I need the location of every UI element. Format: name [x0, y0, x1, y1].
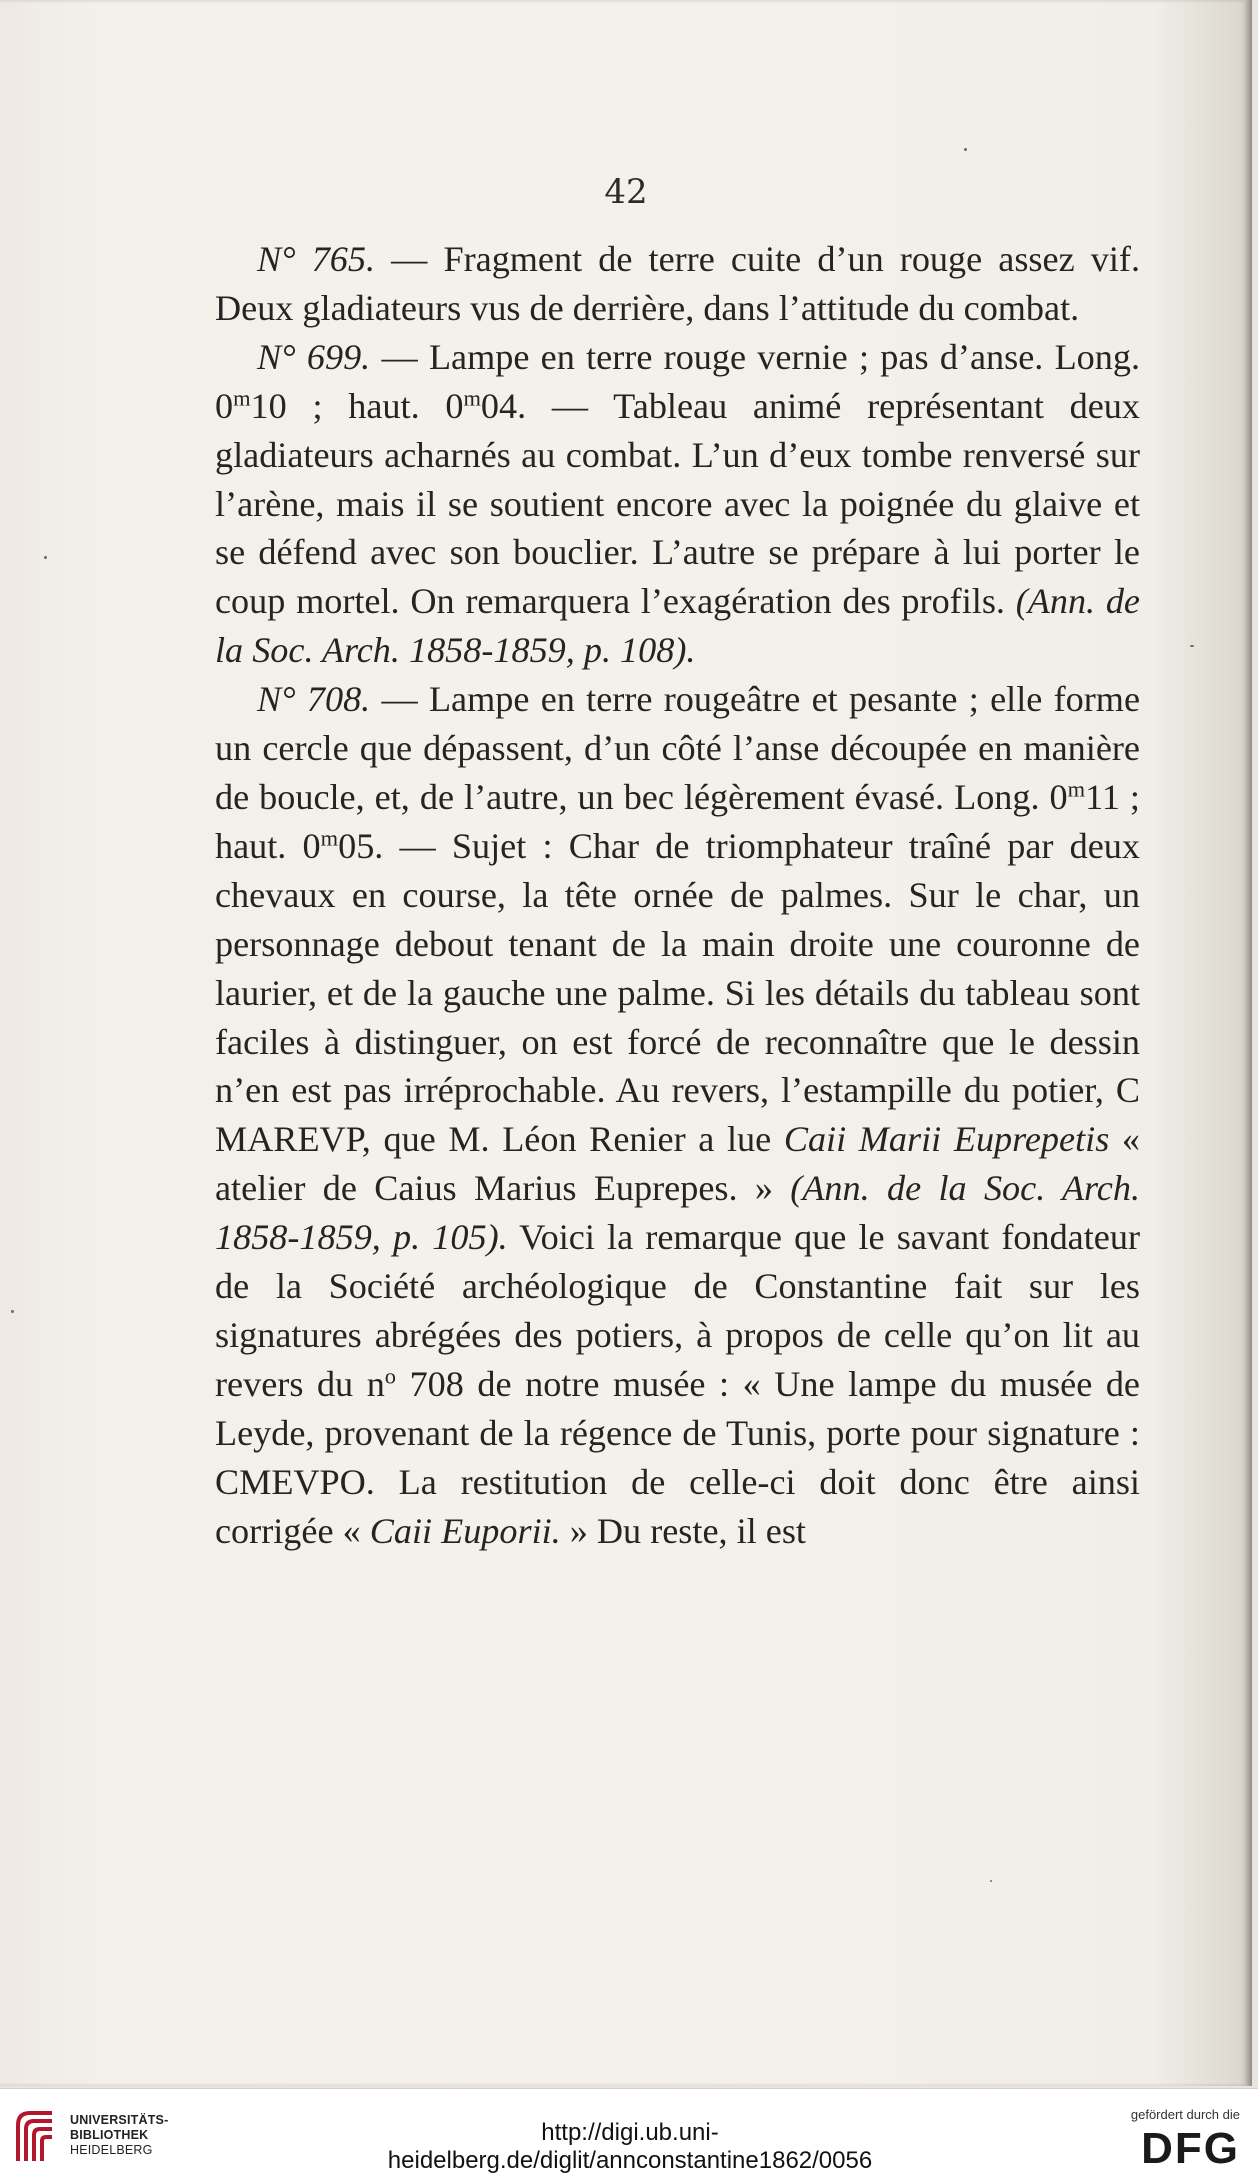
body-text: [215, 235, 1140, 1555]
entry-text: — Fragment de terre cuite d’un rouge assez vif. Deux gladiateurs vus de derrière, dans l’attitude du combat.: [215, 239, 1140, 328]
superscript-metre: m: [320, 825, 339, 851]
superscript-numero: o: [384, 1363, 397, 1389]
superscript-metre: m: [1067, 776, 1086, 802]
superscript-metre: m: [233, 385, 251, 411]
entry-label: N° 765.: [257, 239, 376, 279]
entry-text: Voici la remarque que le savant fondateur de la Société archéologique de Constantine fait sur les signatures abrégées des potiers, à propos de celle qu’on lit au revers du n: [215, 1217, 1140, 1404]
footer-bar: [0, 2088, 1258, 2182]
italic-name: Caii Marii Euprepetis: [783, 1119, 1110, 1160]
superscript-metre: m: [463, 385, 481, 411]
entry-text: — Lampe en terre rouge vernie ; pas d’anse. Long. 0: [215, 336, 1141, 426]
paper-speck: [44, 556, 47, 559]
entry-text: 708 de notre musée : « Une lampe du musée de Leyde, provenant de la régence de Tunis, porte pour signature : CMEVPO. La restitution de celle-ci doit donc être ainsi corrigée «: [215, 1363, 1140, 1551]
entry-label: N° 699.: [257, 336, 371, 377]
paper-speck: [964, 148, 967, 151]
library-name: UNIVERSITÄTS- BIBLIOTHEK HEIDELBERG: [70, 2113, 169, 2157]
dfg-logo[interactable]: DFG: [1141, 2124, 1240, 2173]
entry-text: 10 ; haut. 0: [250, 385, 464, 426]
entry-text: 11 ; haut. 0: [215, 776, 1140, 866]
entry-765: [215, 235, 1140, 333]
paper-speck: [11, 1310, 14, 1313]
entry-text: « atelier de Caius Marius Euprepes. »: [215, 1119, 1141, 1209]
paper-speck: [1190, 645, 1194, 647]
entry-text: 05. — Sujet : Char de triomphateur traîné par deux chevaux en course, la tête ornée de palmes. Sur le char, un personnage debout tenant de la main droite une couronne de laurier, et de la gauche une palme. Si les détails du tableau sont faciles à distinguer, on est forcé de reconnaître que le dessin n’en est pas irréprochable. Au revers, l’estampille du potier, C MAREVP, que M. Léon Renier a lue: [215, 825, 1140, 1160]
citation: (Ann. de la Soc. Arch. 1858-1859, p. 108).: [215, 581, 1140, 671]
entry-label: N° 708.: [257, 679, 371, 720]
permalink-url[interactable]: http://digi.ub.uni-heidelberg.de/diglit/annconstantine1862/0056: [387, 2119, 873, 2174]
entry-text: » Du reste, il est: [560, 1510, 806, 1551]
page-number: 42: [604, 172, 648, 212]
italic-name: Caii Euporii.: [369, 1510, 561, 1551]
page-edge-shadow: [1244, 0, 1252, 2086]
entry-708: [215, 675, 1140, 1555]
entry-699: [215, 333, 1140, 675]
funded-by-label: gefördert durch die: [1130, 2107, 1240, 2122]
paper-speck: [990, 1880, 992, 1882]
citation: (Ann. de la Soc. Arch. 1858-1859, p. 105).: [215, 1168, 1140, 1258]
entry-text: 04. — Tableau animé représentant deux gladiateurs acharnés au combat. L’un d’eux tombe renversé sur l’arène, mais il se soutient encore avec la poignée du glaive et se défend avec son bouclier. L’autre se prépare à lui porter le coup mortel. On remarquera l’exagération des profils.: [215, 385, 1140, 622]
university-library-logo-icon[interactable]: [12, 2105, 58, 2167]
entry-text: — Lampe en terre rougeâtre et pesante ; elle forme un cercle que dépassent, d’un côté l’anse découpée en manière de boucle, et, de l’autre, un bec légèrement évasé. Long. 0: [215, 679, 1141, 817]
